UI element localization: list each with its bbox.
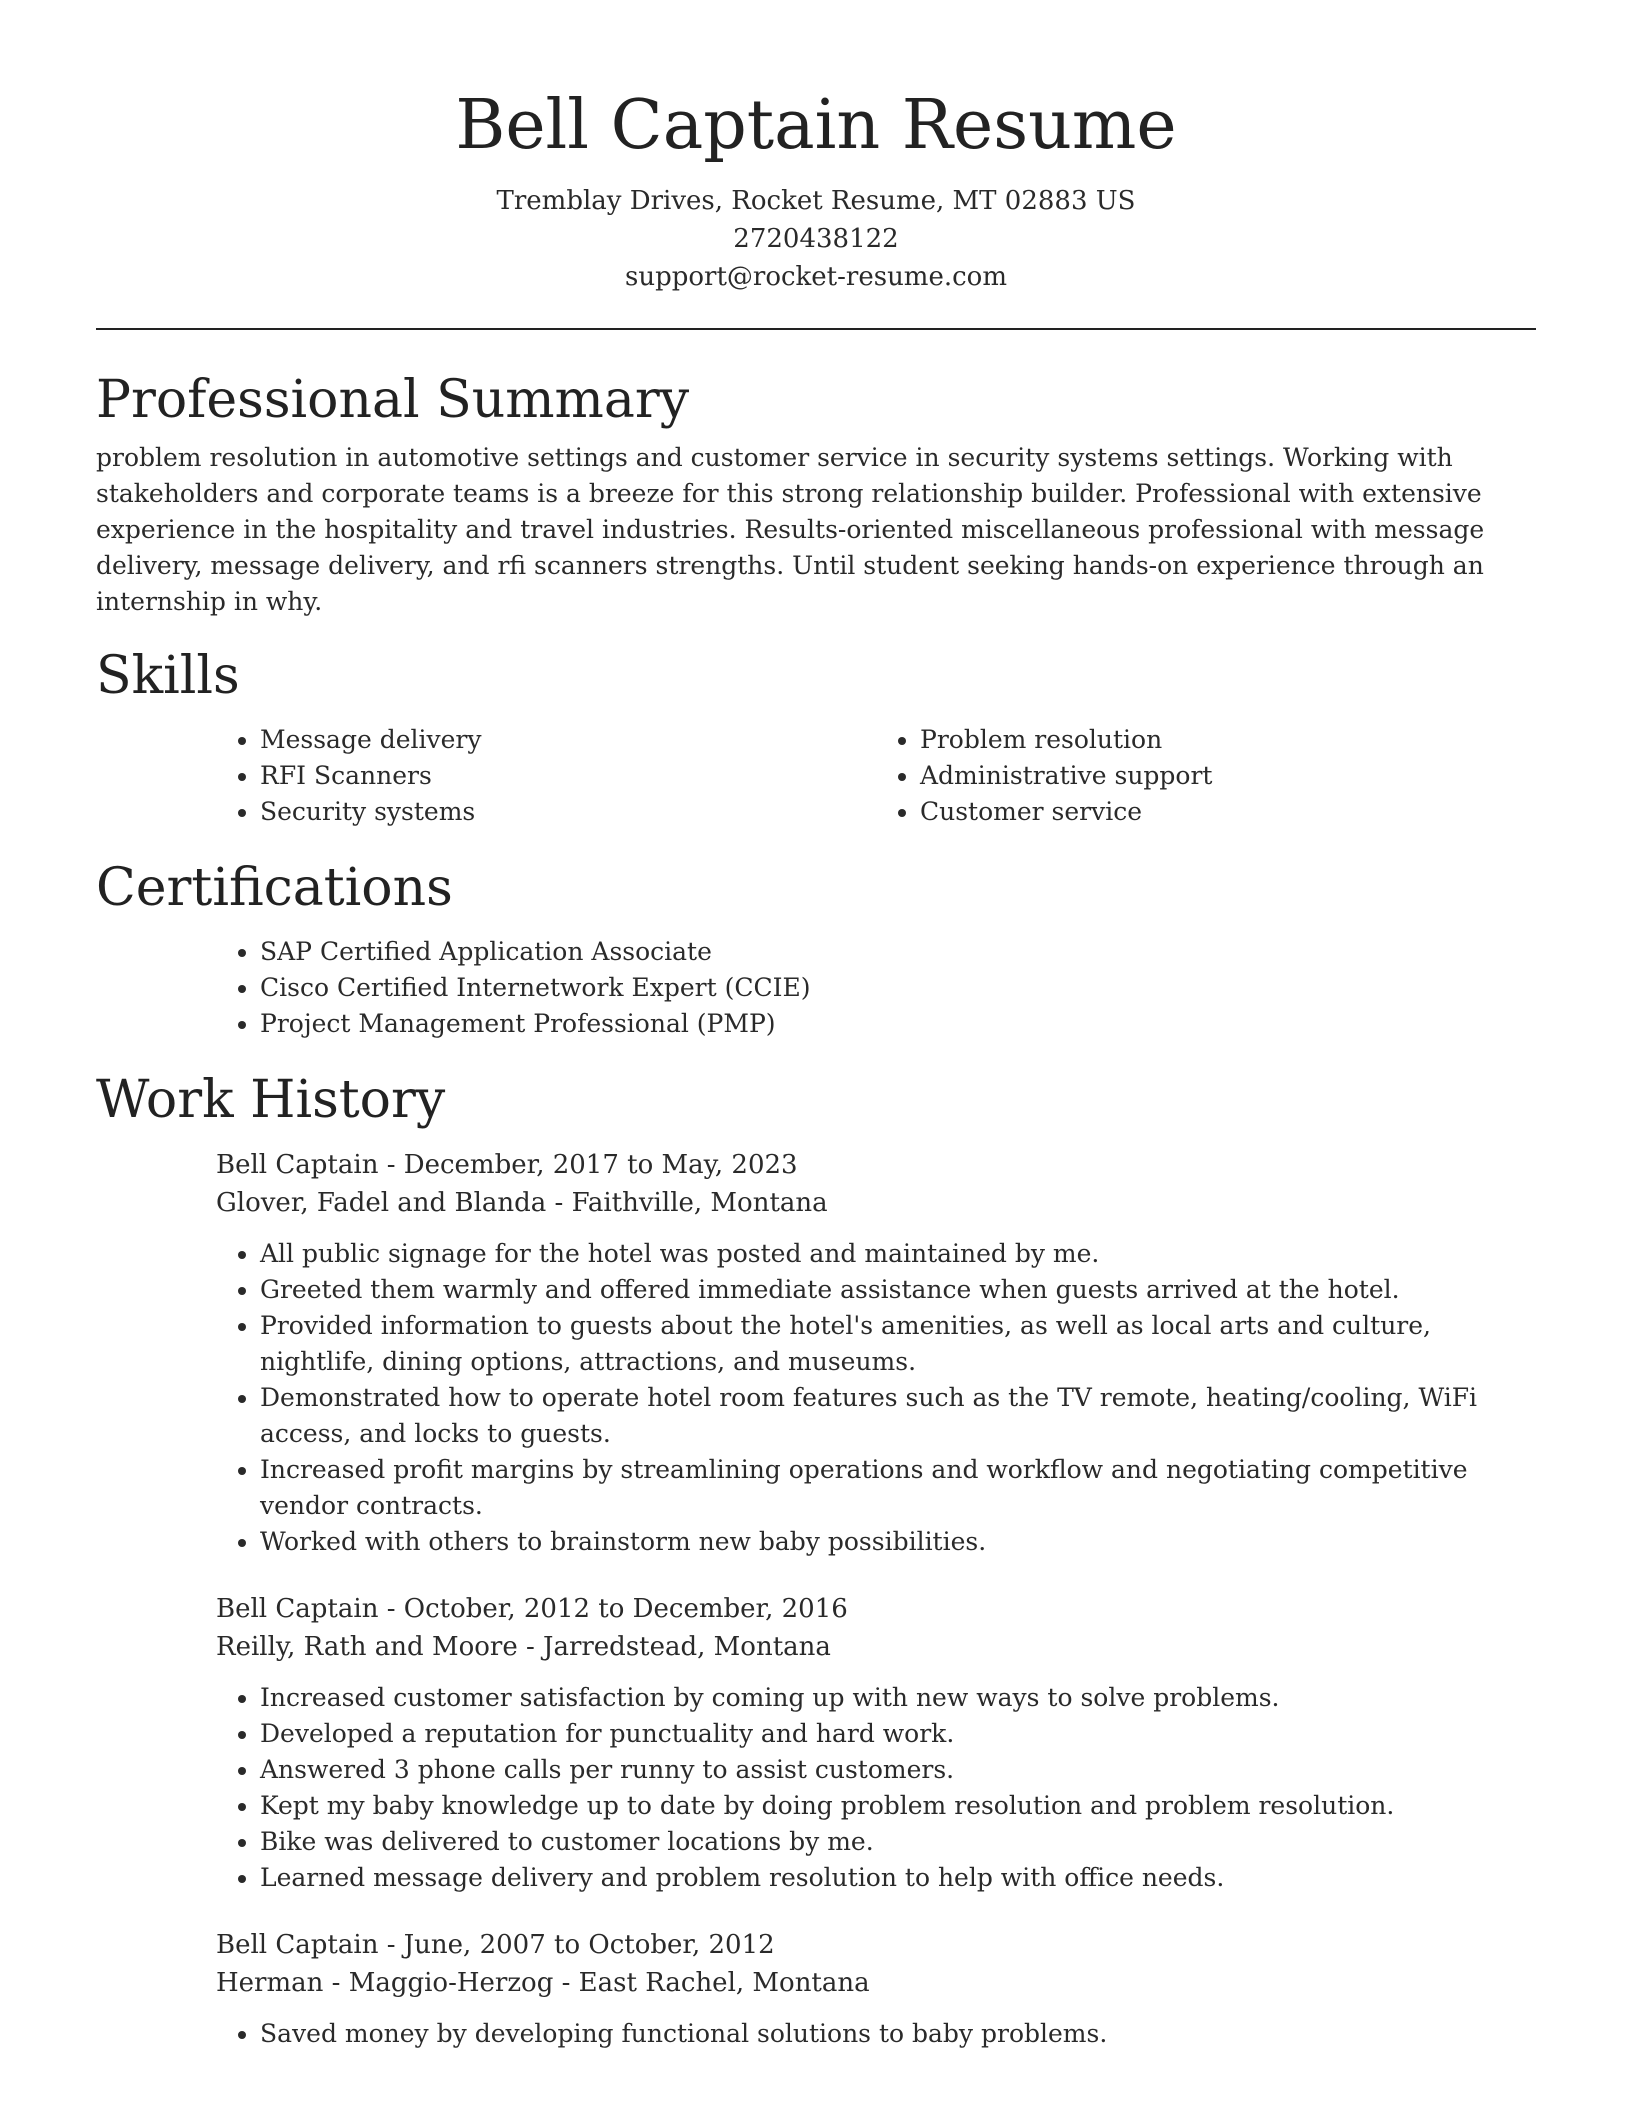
job-company: Herman - Maggio-Herzog - East Rachel, Montana: [216, 1968, 870, 1998]
job-bullet: • Kept my baby knowledge up to date by doing problem resolution and problem resolution.: [260, 1788, 1536, 1824]
skills-heading: Skills: [96, 646, 240, 706]
work-history-heading: Work History: [96, 1070, 446, 1130]
job-bullet: • Saved money by developing functional solutions to baby problems.: [260, 2016, 1536, 2052]
skills-column-right: [876, 722, 1536, 830]
job-entry: [216, 1926, 1536, 2052]
job-bullet: • Developed a reputation for punctuality and hard work.: [260, 1716, 1536, 1752]
summary-heading: Professional Summary: [96, 370, 690, 430]
skills-column-left: [216, 722, 876, 830]
contact-address: Tremblay Drives, Rocket Resume, MT 02883 US: [496, 186, 1136, 216]
skill-item: • Administrative support: [920, 758, 1536, 794]
skill-item: • Customer service: [920, 794, 1536, 830]
job-bullet: • Learned message delivery and problem resolution to help with office needs.: [260, 1860, 1536, 1896]
summary-text: problem resolution in automotive settings and customer service in security systems settings. Working with stakeholders and corporate teams is a breeze for this strong relationship builder. Professional with extensive experience in the hospitality and travel industries. Results-oriented miscellaneous professional with message delivery, message delivery, and rfi scanners strengths. Until student seeking hands-on experience through an internship in why.: [96, 443, 1485, 616]
job-company: Glover, Fadel and Blanda - Faithville, Montana: [216, 1188, 828, 1218]
job-entry: [216, 1146, 1536, 1560]
job-bullet: • Worked with others to brainstorm new baby possibilities.: [260, 1524, 1536, 1560]
resume-page: [96, 0, 1536, 2082]
certification-item: • Cisco Certified Internetwork Expert (CCIE): [260, 970, 1536, 1006]
job-title: Bell Captain - October, 2012 to December, 2016: [216, 1594, 848, 1624]
skill-item: • Security systems: [260, 794, 876, 830]
certification-item: • SAP Certified Application Associate: [260, 934, 1536, 970]
job-bullets: [216, 1236, 1536, 1560]
job-company: Reilly, Rath and Moore - Jarredstead, Montana: [216, 1632, 831, 1662]
certification-item: • Project Management Professional (PMP): [260, 1006, 1536, 1042]
header-divider: [96, 328, 1536, 330]
page-title: Bell Captain Resume: [455, 86, 1177, 165]
skill-item: • RFI Scanners: [260, 758, 876, 794]
job-title: Bell Captain - June, 2007 to October, 2012: [216, 1930, 775, 1960]
certifications-heading: Certifications: [96, 858, 453, 918]
job-bullets: [216, 1680, 1536, 1896]
job-bullet: • Bike was delivered to customer locations by me.: [260, 1824, 1536, 1860]
skill-item: • Problem resolution: [920, 722, 1536, 758]
certifications-section: [96, 856, 1536, 1042]
job-bullet: • Answered 3 phone calls per runny to assist customers.: [260, 1752, 1536, 1788]
work-history-section: [96, 1068, 1536, 2052]
job-bullets: [216, 2016, 1536, 2052]
skills-section: [96, 644, 1536, 830]
skill-item: • Message delivery: [260, 722, 876, 758]
contact-email: support@rocket-resume.com: [624, 262, 1007, 292]
job-bullet: • Greeted them warmly and offered immediate assistance when guests arrived at the hotel.: [260, 1272, 1536, 1308]
job-bullet: • All public signage for the hotel was posted and maintained by me.: [260, 1236, 1536, 1272]
certifications-list: [216, 934, 1536, 1042]
job-bullet: • Provided information to guests about the hotel's amenities, as well as local arts and culture, nightlife, dining options, attractions, and museums.: [260, 1308, 1536, 1380]
job-title: Bell Captain - December, 2017 to May, 2023: [216, 1150, 798, 1180]
job-bullet: • Demonstrated how to operate hotel room features such as the TV remote, heating/cooling, WiFi access, and locks to guests.: [260, 1380, 1536, 1452]
resume-header: [96, 0, 1536, 296]
job-bullet: • Increased profit margins by streamlining operations and workflow and negotiating competitive vendor contracts.: [260, 1452, 1536, 1524]
job-entry: [216, 1590, 1536, 1896]
skills-list: [216, 722, 1536, 830]
summary-section: [96, 368, 1536, 620]
job-bullet: • Increased customer satisfaction by coming up with new ways to solve problems.: [260, 1680, 1536, 1716]
contact-phone: 2720438122: [733, 224, 899, 254]
